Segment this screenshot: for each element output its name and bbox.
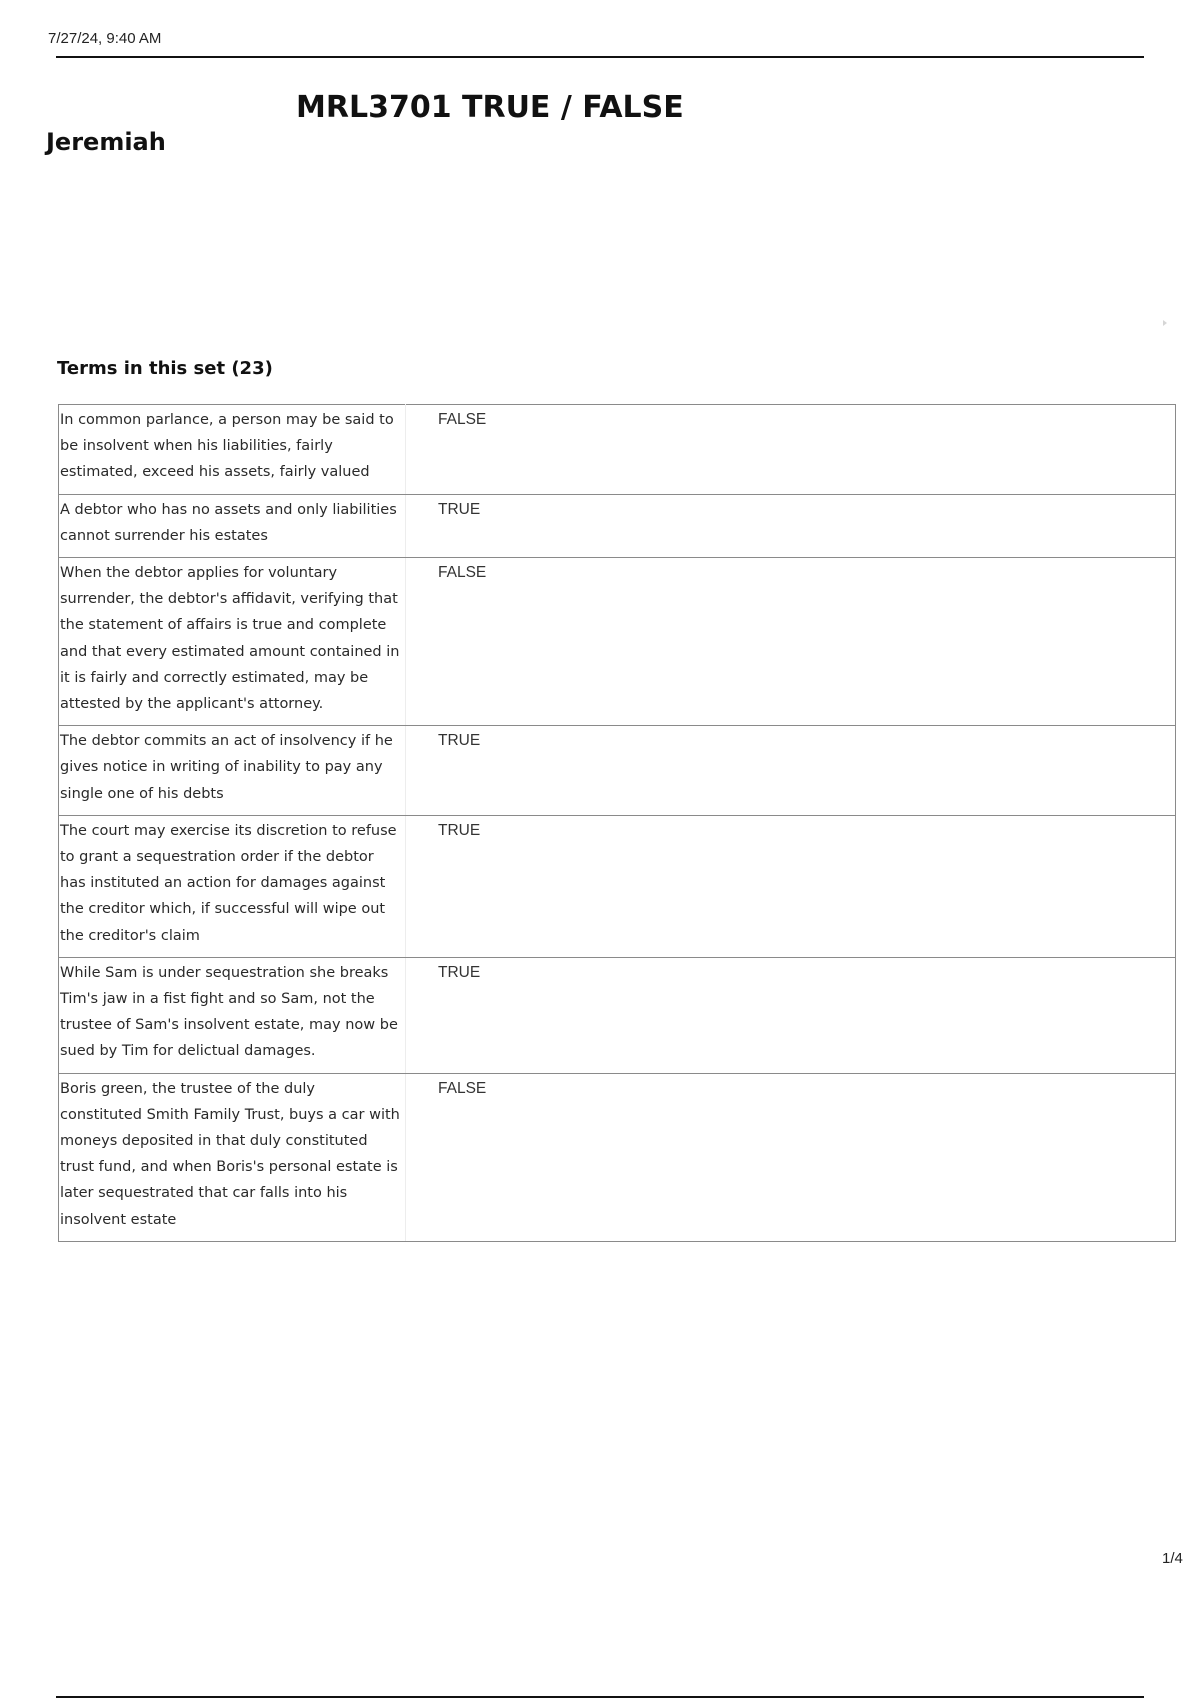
definition-text: TRUE <box>438 963 481 981</box>
definition-cell <box>406 494 1176 557</box>
term-row <box>59 494 1176 557</box>
term-row <box>59 957 1176 1073</box>
definition-cell <box>406 405 1176 495</box>
term-row <box>59 815 1176 957</box>
term-text: Boris green, the trustee of the duly constituted Smith Family Trust, buys a car with moneys deposited in that duly constituted trust fund, and when Boris's personal estate is later sequestrated that car falls into his insolvent estate <box>60 1080 400 1228</box>
set-author: Jeremiah <box>46 128 166 156</box>
definition-cell <box>406 957 1176 1073</box>
term-text: While Sam is under sequestration she breaks Tim's jaw in a fist fight and so Sam, not the trustee of Sam's insolvent estate, may now be sued by Tim for delictual damages. <box>60 964 398 1060</box>
term-row <box>59 405 1176 495</box>
term-text: In common parlance, a person may be said to be insolvent when his liabilities, fairly estimated, exceed his assets, fairly valued <box>60 412 394 481</box>
term-cell <box>59 957 406 1073</box>
definition-text: TRUE <box>438 821 481 839</box>
header-rule <box>56 56 1144 58</box>
term-cell <box>59 1073 406 1241</box>
terms-table <box>58 404 1176 1242</box>
page-number: 1/4 <box>1162 1550 1183 1567</box>
term-cell <box>59 405 406 495</box>
definition-text: FALSE <box>438 564 487 582</box>
term-text: The court may exercise its discretion to refuse to grant a sequestration order if the debtor has instituted an action for damages against the creditor which, if successful will wipe out the creditor's claim <box>60 822 397 944</box>
definition-text: TRUE <box>438 732 481 750</box>
term-cell <box>59 726 406 816</box>
definition-text: FALSE <box>438 411 487 428</box>
definition-cell <box>406 726 1176 816</box>
definition-cell <box>406 815 1176 957</box>
term-row <box>59 1073 1176 1241</box>
print-timestamp: 7/27/24, 9:40 AM <box>48 30 162 47</box>
term-text: When the debtor applies for voluntary surrender, the debtor's affidavit, verifying that the statement of affairs is true and complete and that every estimated amount contained in it is fairly and correctly estimated, may be attested by the applicant's attorney. <box>60 565 400 713</box>
term-cell <box>59 558 406 726</box>
definition-cell <box>406 558 1176 726</box>
terms-heading: Terms in this set (23) <box>57 358 273 379</box>
term-row <box>59 726 1176 816</box>
definition-text: TRUE <box>438 500 481 518</box>
small-right-arrow-icon <box>1163 320 1167 326</box>
term-cell <box>59 815 406 957</box>
term-text: The debtor commits an act of insolvency if he gives notice in writing of inability to pay any single one of his debts <box>60 733 393 802</box>
term-cell <box>59 494 406 557</box>
set-title: MRL3701 TRUE / FALSE <box>296 90 684 125</box>
term-row <box>59 558 1176 726</box>
definition-text: FALSE <box>438 1079 487 1097</box>
definition-cell <box>406 1073 1176 1241</box>
term-text: A debtor who has no assets and only liabilities cannot surrender his estates <box>60 501 397 544</box>
footer-rule <box>56 1696 1144 1698</box>
